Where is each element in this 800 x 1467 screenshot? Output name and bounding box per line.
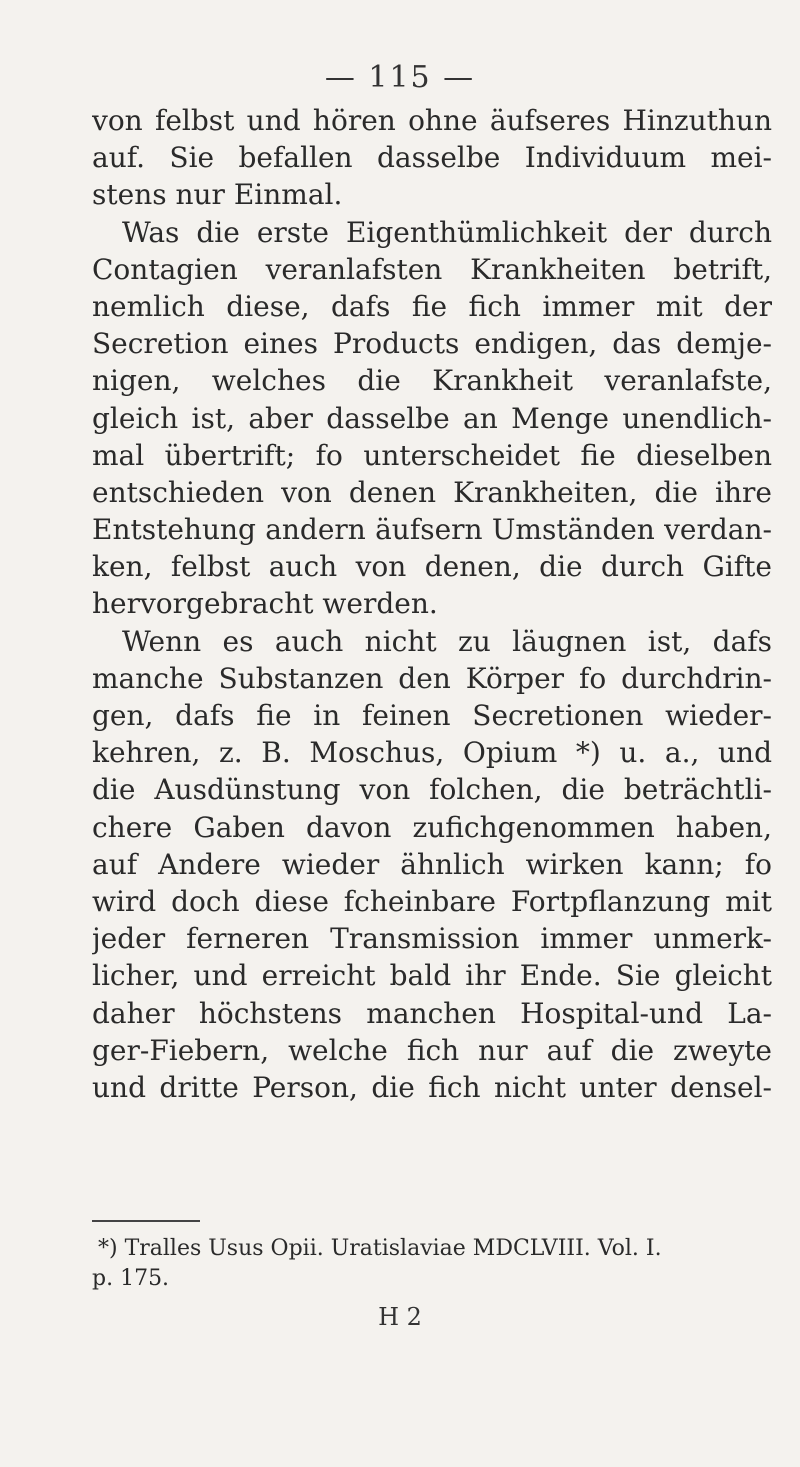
text-line: ger-Fiebern, welche fich nur auf die zweyte	[92, 1033, 772, 1067]
text-line: manche Substanzen den Körper fo durchdrin-	[92, 661, 772, 695]
text-line: daher höchstens manchen Hospital-und La-	[92, 996, 772, 1030]
text-line: stens nur Einmal.	[92, 178, 343, 212]
text-line: Wenn es auch nicht zu läugnen ist, dafs	[122, 624, 772, 658]
text-line: ken, felbst auch von denen, die durch Gifte	[92, 550, 772, 584]
text-line: auf Andere wieder ähnlich wirken kann; fo	[92, 847, 772, 881]
page-number: — 115 —	[324, 60, 476, 95]
text-line: licher, und erreicht bald ihr Ende. Sie gleicht	[92, 959, 772, 993]
text-line: entschieden von denen Krankheiten, die ihre	[92, 475, 772, 509]
signature-mark: H 2	[378, 1303, 422, 1331]
text-line: kehren, z. B. Moschus, Opium *) u. a., und	[92, 736, 772, 770]
text-line: hervorgebracht werden.	[92, 587, 438, 621]
text-line: und dritte Person, die fich nicht unter densel-	[92, 1070, 772, 1104]
text-line: Entstehung andern äufsern Umständen verdan-	[92, 513, 772, 547]
footnote-line: p. 175.	[92, 1266, 170, 1291]
text-line: jeder ferneren Transmission immer unmerk-	[92, 922, 772, 956]
text-line: auf. Sie befallen dasselbe Individuum mei-	[92, 141, 772, 175]
text-line: Was die erste Eigenthümlichkeit der durch	[122, 215, 772, 249]
footnote-line: *) Tralles Usus Opii. Uratislaviae MDCLVIII. Vol. I.	[98, 1236, 662, 1261]
text-line: von felbst und hören ohne äufseres Hinzuthun	[92, 104, 772, 137]
text-line: Contagien veranlafsten Krankheiten betrift,	[92, 252, 772, 286]
text-line: wird doch diese fcheinbare Fortpflanzung mit	[92, 884, 772, 918]
footnote	[92, 1234, 772, 1294]
body-text	[92, 102, 772, 1106]
text-line: gleich ist, aber dasselbe an Menge unendlich-	[92, 401, 772, 435]
footnote-divider	[92, 1220, 200, 1222]
text-line: gen, dafs fie in feinen Secretionen wieder-	[92, 699, 772, 732]
text-line: Secretion eines Products endigen, das demje-	[92, 327, 772, 361]
text-line: chere Gaben davon zufichgenommen haben,	[92, 810, 772, 844]
text-line: nigen, welches die Krankheit veranlafste,	[92, 364, 772, 398]
text-line: nemlich diese, dafs fie fich immer mit der	[92, 289, 772, 323]
text-line: die Ausdünstung von folchen, die beträchtli-	[92, 773, 772, 807]
text-line: mal übertrift; fo unterscheidet fie dieselben	[92, 438, 772, 472]
